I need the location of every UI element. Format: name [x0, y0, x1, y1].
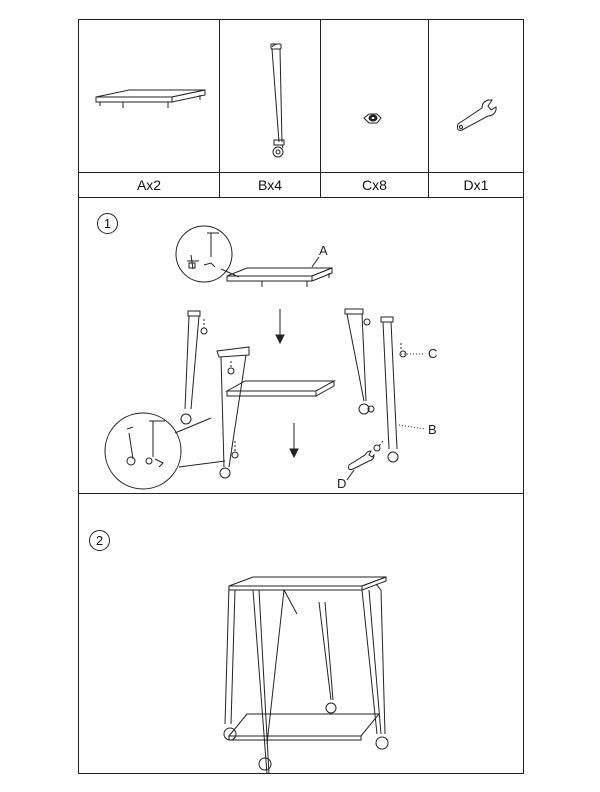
part-c-cell: [320, 20, 429, 172]
step-1-number: 1: [97, 213, 118, 234]
part-a-label: Ax2: [79, 173, 220, 197]
callout-a: A: [319, 243, 328, 258]
callout-d: D: [337, 476, 347, 491]
part-b-label: Bx4: [220, 173, 321, 197]
parts-label-row: [79, 172, 523, 198]
callout-c: C: [428, 346, 438, 361]
step-2-panel: [79, 494, 523, 774]
callout-b: B: [428, 422, 437, 437]
step-1-panel: [79, 197, 523, 494]
part-d-cell: [428, 20, 523, 172]
part-a-cell: [79, 20, 220, 172]
part-c-label: Cx8: [321, 173, 429, 197]
parts-table: [79, 20, 523, 197]
step-2-number: 2: [89, 530, 110, 551]
step-2-assembled-cart: [79, 494, 523, 774]
bottom-panel-a: [227, 381, 334, 396]
wrench-icon: [428, 20, 523, 172]
hex-nut-drawing: [320, 20, 428, 172]
step-1-exploded-diagram: [79, 197, 523, 493]
part-b-cell: [219, 20, 321, 172]
instruction-sheet: [78, 19, 524, 774]
tabletop-panel-drawing: [79, 20, 219, 172]
top-panel-a: [227, 268, 332, 287]
hairpin-leg-drawing: [219, 20, 320, 172]
part-d-label: Dx1: [463, 177, 489, 193]
